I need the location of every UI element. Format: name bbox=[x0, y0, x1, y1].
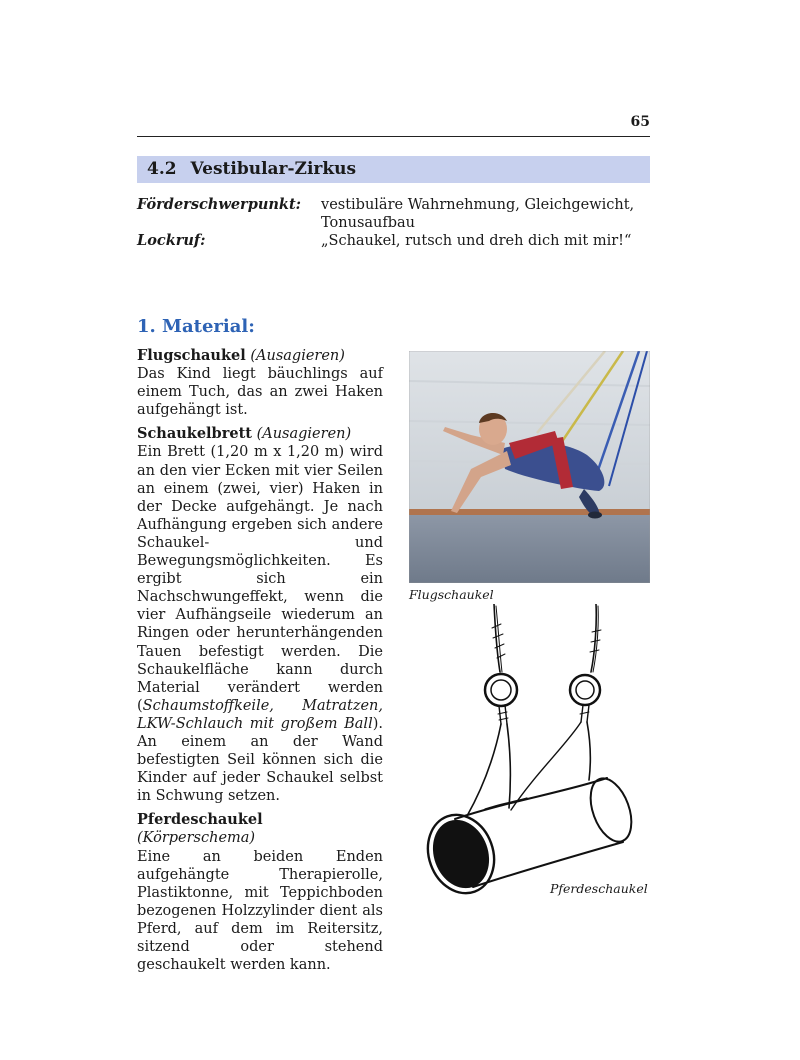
header-rule bbox=[137, 136, 650, 137]
item-pferdeschaukel bbox=[137, 811, 383, 974]
item-title: Flugschaukel bbox=[137, 347, 246, 364]
pferdeschaukel-drawing-image bbox=[415, 604, 650, 904]
item-description: Das Kind liegt bäuchlings auf einem Tuch, das an zwei Haken aufgehängt ist. bbox=[137, 366, 383, 419]
item-subtitle: (Ausagieren) bbox=[250, 348, 345, 364]
page-number: 65 bbox=[630, 114, 650, 130]
focus-row bbox=[137, 196, 650, 236]
item-description: Eine an beiden Enden aufgehängte Therapierolle, Plastiktonne, mit Teppichboden bezogenen Holzzylinder dient als Pferd, auf dem im Reitersitz, sitzend oder stehend geschaukelt werden kann. bbox=[137, 848, 383, 974]
call-row bbox=[137, 232, 650, 252]
item-description-examples: Schaumstoffkeile, Matratzen, LKW-Schlauch mit großem Ball bbox=[137, 697, 383, 732]
drawing-caption: Pferdeschaukel bbox=[550, 881, 648, 896]
section-title: Vestibular-Zirkus bbox=[190, 159, 357, 179]
focus-value-line2: Tonusaufbau bbox=[321, 215, 416, 231]
item-description-part1: Ein Brett (1,20 m x 1,20 m) wird an den vier Ecken mit vier Seilen an einem (zwei, vier) Haken in der Decke aufgehängt. Je nach Aufhängung ergeben sich andere Schaukel- und Bewegungsmöglichkeiten. Es ergibt sich ein Nachschwungeffekt, wenn die vier Aufhängseile wiederum an Ringen oder herunterhängenden Tauen befestigt werden. Die Schaukelfläche kann durch Material verändert werden ( bbox=[137, 444, 383, 714]
call-value: „Schaukel, rutsch und dreh dich mit mir!“ bbox=[321, 233, 632, 249]
item-title: Schaukelbrett bbox=[137, 425, 252, 443]
focus-label: Förderschwerpunkt: bbox=[137, 196, 302, 213]
photo-caption: Flugschaukel bbox=[409, 587, 494, 602]
section-number: 4.2 bbox=[147, 159, 177, 179]
focus-value bbox=[321, 196, 651, 232]
item-subtitle: (Ausagieren) bbox=[256, 426, 352, 443]
pferdeschaukel-drawing bbox=[415, 604, 650, 904]
material-text-column bbox=[137, 347, 383, 980]
item-flugschaukel bbox=[137, 347, 383, 419]
item-title: Pferdeschaukel bbox=[137, 811, 263, 829]
focus-value-line1: vestibuläre Wahrnehmung, Gleichgewicht, bbox=[321, 197, 635, 213]
item-schaukelbrett bbox=[137, 425, 383, 805]
material-heading: 1. Material: bbox=[137, 316, 255, 337]
section-heading bbox=[137, 156, 650, 183]
flugschaukel-photo bbox=[409, 351, 650, 583]
item-subtitle: (Körperschema) bbox=[137, 830, 256, 847]
item-description-part2: ). An einem an der Wand befestigten Seil können sich die Kinder auf jeder Schaukel selbst in Schwung setzen. bbox=[137, 715, 383, 805]
call-label: Lockruf: bbox=[137, 232, 206, 249]
flugschaukel-photo-image bbox=[409, 351, 650, 583]
